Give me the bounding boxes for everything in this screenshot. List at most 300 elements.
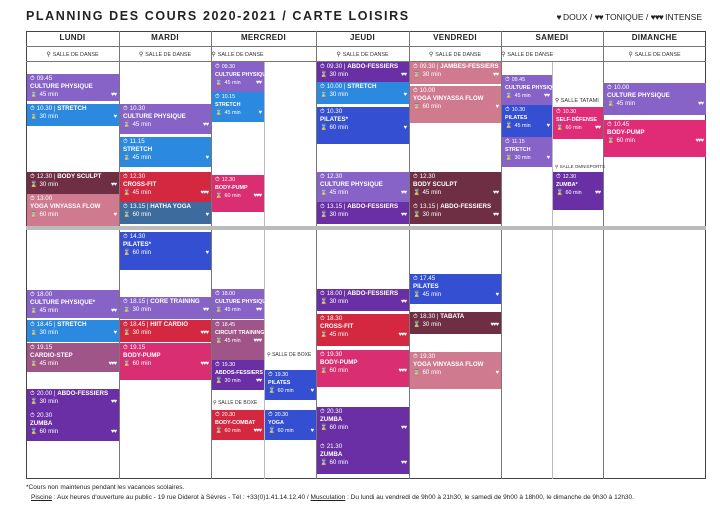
intensity-hearts-icon: ♥♥ xyxy=(110,429,116,435)
class-time: 10.15 xyxy=(221,94,236,100)
intensity-hearts-icon: ♥♥♥ xyxy=(253,428,261,434)
class-block xyxy=(410,352,501,389)
clock-icon: ⏱ xyxy=(30,322,35,328)
clock-icon: ⏱ xyxy=(268,412,273,418)
class-name: ZUMBA* xyxy=(556,182,578,188)
hourglass-icon: ⌛ xyxy=(215,428,223,434)
class-duration: 45 min xyxy=(329,189,349,196)
clock-icon: ⏱ xyxy=(413,354,418,360)
location-pin-icon: ⚲ xyxy=(267,352,271,358)
footnote: *Cours non maintenus pendant les vacances scolaires. xyxy=(26,484,185,491)
class-block xyxy=(553,107,603,139)
class-duration: 45 min xyxy=(224,110,241,116)
class-duration: 30 min xyxy=(39,398,59,405)
location-pin-icon: ⚲ xyxy=(138,52,144,58)
pipe-separator: | xyxy=(342,63,348,70)
intensity-hearts-icon: ♥ xyxy=(546,155,549,161)
venue-tag-tatami: ⚲ SALLE TATAMI xyxy=(555,98,599,104)
class-name: JAMBES-FESSIERS xyxy=(440,63,499,70)
intensity-hearts-icon: ♥ xyxy=(113,212,116,218)
hourglass-icon: ⌛ xyxy=(320,299,328,305)
location-pin-icon: ⚲ xyxy=(555,164,559,169)
hourglass-icon: ⌛ xyxy=(607,138,615,144)
pipe-separator: | xyxy=(145,321,151,328)
piscine-text: : Aux heures d'ouverture au public - 19 rue Diderot à Sèvres - Tél : +33(0)1.41.14.12.40 / xyxy=(51,494,311,501)
intensity-hearts-icon: ♥♥♥ xyxy=(398,332,406,338)
class-block xyxy=(502,137,552,167)
hourglass-icon: ⌛ xyxy=(123,190,131,196)
hourglass-icon: ⌛ xyxy=(30,429,38,435)
class-block xyxy=(502,105,552,137)
class-name: CULTURE PHYSIQUE xyxy=(320,181,383,188)
day-wednesday: MERCREDI xyxy=(240,33,287,42)
hourglass-icon: ⌛ xyxy=(413,322,421,328)
class-duration: 45 min xyxy=(132,154,152,161)
class-time: 13.15 xyxy=(326,203,343,210)
hourglass-icon: ⌛ xyxy=(320,92,328,98)
intensity-hearts-icon: ♥♥♥ xyxy=(200,190,208,196)
pipe-separator: | xyxy=(145,203,151,210)
clock-icon: ⏱ xyxy=(505,139,510,145)
class-duration: 60 min xyxy=(565,190,582,196)
class-name: BODY-PUMP xyxy=(215,185,248,191)
clock-icon: ⏱ xyxy=(123,174,128,180)
legend-intense: INTENSE xyxy=(665,12,702,22)
hourglass-icon: ⌛ xyxy=(320,332,328,338)
class-duration: 60 min xyxy=(132,360,152,367)
class-block xyxy=(27,172,119,194)
class-block xyxy=(120,343,211,380)
venue-saturday: ⚲ SALLE DE DANSE xyxy=(501,52,554,58)
intensity-hearts-icon: ♥♥♥ xyxy=(490,322,498,328)
hourglass-icon: ⌛ xyxy=(30,92,38,98)
class-block xyxy=(265,370,316,400)
class-name: STRETCH xyxy=(57,321,87,328)
class-time: 09.45 xyxy=(36,75,53,82)
class-time: 10.00 xyxy=(613,84,630,91)
pipe-separator: | xyxy=(435,313,441,320)
class-duration: 30 min xyxy=(329,91,349,98)
clock-icon: ⏱ xyxy=(320,64,325,70)
hourglass-icon: ⌛ xyxy=(268,428,276,434)
hourglass-icon: ⌛ xyxy=(505,93,513,99)
class-time: 10.30 xyxy=(511,107,526,113)
intensity-hearts-icon: ♥♥ xyxy=(594,190,600,196)
class-duration: 60 min xyxy=(616,137,636,144)
class-time: 12.30 xyxy=(419,173,436,180)
class-time: 09.30 xyxy=(221,64,236,70)
class-name: ZUMBA xyxy=(320,416,343,423)
class-time: 19.30 xyxy=(274,372,289,378)
intensity-hearts-icon: ♥♥ xyxy=(492,72,498,78)
class-time: 18.45 xyxy=(129,321,146,328)
intensity-hearts-icon: ♥ xyxy=(205,250,208,256)
intensity-hearts-icon: ♥ xyxy=(113,330,116,336)
intensity-hearts-icon: ♥♥♥ xyxy=(398,368,406,374)
class-block xyxy=(317,82,409,104)
location-pin-icon: ⚲ xyxy=(501,52,506,58)
class-duration: 60 min xyxy=(329,367,349,374)
hourglass-icon: ⌛ xyxy=(30,308,38,314)
class-name: YOGA xyxy=(268,420,284,426)
class-name: CULTURE PHYSIQUE xyxy=(505,85,560,91)
intensity-hearts-icon: ♥ xyxy=(495,104,498,110)
intensity-hearts-icon: ♥ xyxy=(546,123,549,129)
hourglass-icon: ⌛ xyxy=(123,212,131,218)
clock-icon: ⏱ xyxy=(123,106,128,112)
class-duration: 45 min xyxy=(224,80,241,86)
clock-icon: ⏱ xyxy=(30,391,35,397)
class-block xyxy=(27,74,119,101)
hourglass-icon: ⌛ xyxy=(30,399,38,405)
class-time: 21.30 xyxy=(326,443,343,450)
class-time: 11.15 xyxy=(511,139,525,145)
clock-icon: ⏱ xyxy=(30,345,35,351)
class-block xyxy=(410,86,501,123)
hourglass-icon: ⌛ xyxy=(30,330,38,336)
triple-heart-icon: ♥♥♥ xyxy=(650,12,663,22)
clock-icon: ⏱ xyxy=(215,94,220,100)
class-duration: 60 min xyxy=(224,428,241,434)
class-name: CORE TRAINING xyxy=(150,298,200,305)
intensity-hearts-icon: ♥ xyxy=(310,388,313,394)
class-time: 19.15 xyxy=(129,344,146,351)
clock-icon: ⏱ xyxy=(30,106,35,112)
class-time: 13.00 xyxy=(36,195,53,202)
intensity-hearts-icon: ♥♥ xyxy=(400,190,406,196)
clock-icon: ⏱ xyxy=(123,204,128,210)
class-duration: 45 min xyxy=(132,121,152,128)
class-time: 12.30 xyxy=(129,173,146,180)
venue-tag-boxe: ⚲ SALLE DE BOXE xyxy=(267,352,312,358)
clock-icon: ⏱ xyxy=(268,372,273,378)
intensity-hearts-icon: ♥♥ xyxy=(202,122,208,128)
class-time: 12.30 xyxy=(221,177,236,183)
class-block xyxy=(553,172,603,210)
hourglass-icon: ⌛ xyxy=(413,72,421,78)
clock-icon: ⏱ xyxy=(215,322,220,328)
class-time: 20.30 xyxy=(36,412,53,419)
class-block xyxy=(265,410,316,440)
class-duration: 30 min xyxy=(132,306,152,313)
hourglass-icon: ⌛ xyxy=(123,122,131,128)
class-duration: 45 min xyxy=(39,91,59,98)
location-pin-icon: ⚲ xyxy=(213,400,217,406)
class-name: ABDO-FESSIERS xyxy=(347,290,399,297)
hourglass-icon: ⌛ xyxy=(30,361,38,367)
intensity-hearts-icon: ♥♥♥ xyxy=(200,361,208,367)
venue-tag-boxe: ⚲ SALLE DE BOXE xyxy=(213,400,258,406)
location-pin-icon: ⚲ xyxy=(211,52,216,58)
class-duration: 60 min xyxy=(422,369,442,376)
pipe-separator: | xyxy=(435,63,441,70)
hourglass-icon: ⌛ xyxy=(505,123,513,129)
musculation-text: : Du lundi au vendredi de 9h00 à 21h30, le samedi de 9h00 à 18h00, le dimanche de 9h30 à 12h30. xyxy=(345,494,634,501)
hourglass-icon: ⌛ xyxy=(30,114,38,120)
class-duration: 60 min xyxy=(329,424,349,431)
class-block xyxy=(317,289,409,311)
class-duration: 30 min xyxy=(329,211,349,218)
pipe-separator: | xyxy=(52,173,58,180)
class-time: 09.30 xyxy=(326,63,343,70)
class-block xyxy=(120,172,211,202)
clock-icon: ⏱ xyxy=(607,122,612,128)
class-name: TABATA xyxy=(440,313,465,320)
venue-tag-omnisports: ⚲ SALLE OMNISPORTS xyxy=(555,164,605,169)
class-duration: 45 min xyxy=(329,331,349,338)
class-duration: 45 min xyxy=(39,360,59,367)
class-block xyxy=(27,290,119,318)
class-time: 13.15 xyxy=(129,203,146,210)
intensity-hearts-icon: ♥♥ xyxy=(400,299,406,305)
heart-icon: ♥ xyxy=(556,12,561,22)
hourglass-icon: ⌛ xyxy=(413,370,421,376)
class-block xyxy=(410,62,501,84)
class-duration: 60 min xyxy=(565,125,582,131)
class-duration: 30 min xyxy=(422,211,442,218)
class-time: 10.30 xyxy=(562,109,577,115)
class-time: 18.45 xyxy=(36,321,53,328)
class-duration: 45 min xyxy=(514,93,531,99)
class-name: CROSS-FIT xyxy=(320,323,354,330)
day-saturday: SAMEDI xyxy=(535,33,569,42)
class-duration: 45 min xyxy=(422,291,442,298)
intensity-hearts-icon: ♥♥♥ xyxy=(695,138,703,144)
class-duration: 60 min xyxy=(277,428,294,434)
class-name: ABDO-FESSIERS xyxy=(347,203,399,210)
intensity-hearts-icon: ♥♥ xyxy=(110,182,116,188)
class-duration: 30 min xyxy=(422,71,442,78)
class-duration: 30 min xyxy=(422,321,442,328)
class-time: 11.15 xyxy=(129,138,145,145)
class-time: 18.30 xyxy=(419,313,436,320)
class-block xyxy=(502,75,560,105)
clock-icon: ⏱ xyxy=(123,322,128,328)
class-name: BODY-COMBAT xyxy=(215,420,256,426)
hourglass-icon: ⌛ xyxy=(320,125,328,131)
class-time: 18.00 xyxy=(326,290,343,297)
pipe-separator: | xyxy=(342,83,348,90)
clock-icon: ⏱ xyxy=(413,174,418,180)
class-block xyxy=(212,92,264,122)
class-name: ABDO-FESSIERS xyxy=(347,63,399,70)
intensity-hearts-icon: ♥♥ xyxy=(400,212,406,218)
class-name: CIRCUIT TRAINING xyxy=(215,330,265,336)
class-block xyxy=(317,62,409,84)
double-heart-icon: ♥♥ xyxy=(594,12,603,22)
class-block xyxy=(410,274,501,304)
pipe-separator: | xyxy=(145,298,151,305)
intensity-hearts-icon: ♥♥ xyxy=(110,399,116,405)
hourglass-icon: ⌛ xyxy=(320,72,328,78)
class-time: 09.30 xyxy=(419,63,436,70)
day-thursday: JEUDI xyxy=(349,33,376,42)
class-duration: 60 min xyxy=(39,428,59,435)
class-time: 18.00 xyxy=(221,291,236,297)
location-pin-icon: ⚲ xyxy=(555,98,560,104)
clock-icon: ⏱ xyxy=(123,345,128,351)
legend-tonique: TONIQUE xyxy=(604,12,644,22)
class-name: CULTURE PHYSIQUE xyxy=(123,113,186,120)
class-block xyxy=(212,289,270,319)
class-block xyxy=(317,172,409,202)
hourglass-icon: ⌛ xyxy=(30,212,38,218)
class-name: HATHA YOGA xyxy=(150,203,192,210)
class-duration: 60 min xyxy=(132,211,152,218)
class-time: 17.45 xyxy=(419,275,436,282)
location-pin-icon: ⚲ xyxy=(428,52,434,58)
hourglass-icon: ⌛ xyxy=(30,182,38,188)
clock-icon: ⏱ xyxy=(320,291,325,297)
day-tuesday: MARDI xyxy=(151,33,179,42)
clock-icon: ⏱ xyxy=(320,316,325,322)
class-block xyxy=(27,343,119,372)
intensity-hearts-icon: ♥♥ xyxy=(110,92,116,98)
intensity-hearts-icon: ♥♥ xyxy=(594,125,600,131)
class-duration: 30 min xyxy=(329,71,349,78)
hourglass-icon: ⌛ xyxy=(123,155,131,161)
intensity-hearts-icon: ♥ xyxy=(113,114,116,120)
intensity-hearts-icon: ♥♥ xyxy=(697,101,703,107)
clock-icon: ⏱ xyxy=(413,204,418,210)
class-block xyxy=(317,314,409,346)
venue-thursday: ⚲ SALLE DE DANSE xyxy=(336,52,389,58)
class-block xyxy=(317,202,409,224)
clock-icon: ⏱ xyxy=(320,352,325,358)
clock-icon: ⏱ xyxy=(215,177,220,183)
intensity-hearts-icon: ♥♥♥ xyxy=(200,330,208,336)
pipe-separator: | xyxy=(342,203,348,210)
hourglass-icon: ⌛ xyxy=(413,212,421,218)
class-time: 09.45 xyxy=(511,77,526,83)
class-name: YOGA VINYASSA FLOW xyxy=(413,95,484,102)
day-friday: VENDREDI xyxy=(433,33,477,42)
hourglass-icon: ⌛ xyxy=(215,110,223,116)
hourglass-icon: ⌛ xyxy=(413,104,421,110)
clock-icon: ⏱ xyxy=(320,444,325,450)
intensity-hearts-icon: ♥♥ xyxy=(255,307,261,313)
intensity-hearts-icon: ♥ xyxy=(310,428,313,434)
class-name: HIIT CARDIO xyxy=(150,321,189,328)
legend-separator: / xyxy=(589,12,593,22)
class-time: 12.30 xyxy=(36,173,53,180)
clock-icon: ⏱ xyxy=(123,139,128,145)
class-name: ZUMBA xyxy=(30,420,53,427)
clock-icon: ⏱ xyxy=(320,204,325,210)
class-duration: 60 min xyxy=(277,388,294,394)
hourglass-icon: ⌛ xyxy=(413,190,421,196)
clock-icon: ⏱ xyxy=(30,196,35,202)
clock-icon: ⏱ xyxy=(320,174,325,180)
class-block xyxy=(604,83,706,115)
class-block xyxy=(410,312,501,334)
class-name: STRETCH xyxy=(57,105,87,112)
class-block xyxy=(604,120,706,157)
clock-icon: ⏱ xyxy=(215,64,220,70)
class-block xyxy=(317,350,409,387)
class-time: 14.30 xyxy=(129,233,146,240)
class-duration: 30 min xyxy=(329,298,349,305)
class-duration: 60 min xyxy=(39,211,59,218)
class-name: YOGA VINYASSA FLOW xyxy=(30,203,101,210)
page-title: PLANNING DES COURS 2020-2021 / CARTE LOISIRS xyxy=(26,9,410,23)
location-pin-icon: ⚲ xyxy=(46,52,51,58)
class-duration: 60 min xyxy=(329,124,349,131)
hourglass-icon: ⌛ xyxy=(320,460,328,466)
intensity-hearts-icon: ♥ xyxy=(258,110,261,116)
intensity-legend xyxy=(557,12,702,22)
class-time: 10.30 xyxy=(129,105,146,112)
day-monday: LUNDI xyxy=(59,33,86,42)
class-time: 18.15 xyxy=(129,298,146,305)
class-block xyxy=(212,360,264,390)
class-name: CULTURE PHYSIQUE xyxy=(30,83,93,90)
header-divider xyxy=(26,46,706,47)
intensity-hearts-icon: ♥ xyxy=(205,155,208,161)
class-name: PILATES xyxy=(505,115,528,121)
class-name: CULTURE PHYSIQUE xyxy=(607,92,670,99)
class-name: BODY-PUMP xyxy=(123,352,161,359)
clock-icon: ⏱ xyxy=(505,77,510,83)
venue-friday: ⚲ SALLE DE DANSE xyxy=(428,52,482,58)
class-name: SELF-DÉFENSE xyxy=(556,117,598,123)
hourglass-icon: ⌛ xyxy=(268,388,276,394)
intensity-hearts-icon: ♥♥ xyxy=(400,72,406,78)
class-block xyxy=(317,407,409,444)
class-block xyxy=(212,320,264,360)
class-block xyxy=(410,202,501,224)
intensity-hearts-icon: ♥♥ xyxy=(110,308,116,314)
intensity-hearts-icon: ♥ xyxy=(205,212,208,218)
venue-monday: ⚲ SALLE DE DANSE xyxy=(46,52,99,58)
hourglass-icon: ⌛ xyxy=(215,80,223,86)
class-time: 18.00 xyxy=(36,291,53,298)
class-block xyxy=(27,389,119,411)
clock-icon: ⏱ xyxy=(215,412,220,418)
clock-icon: ⏱ xyxy=(123,234,128,240)
intensity-hearts-icon: ♥ xyxy=(495,292,498,298)
hourglass-icon: ⌛ xyxy=(123,361,131,367)
class-name: BODY-PUMP xyxy=(607,129,645,136)
class-name: STRETCH xyxy=(347,83,377,90)
class-name: STRETCH xyxy=(123,146,153,153)
class-name: PILATES* xyxy=(320,116,349,123)
intensity-hearts-icon: ♥ xyxy=(403,125,406,131)
intensity-hearts-icon: ♥♥♥ xyxy=(253,193,261,199)
pipe-separator: | xyxy=(52,390,58,397)
intensity-hearts-icon: ♥♥ xyxy=(255,378,261,384)
class-name: CULTURE PHYSIQUE* xyxy=(30,299,96,306)
clock-icon: ⏱ xyxy=(413,88,418,94)
venue-tuesday: ⚲ SALLE DE DANSE xyxy=(138,52,192,58)
class-time: 19.15 xyxy=(36,344,53,351)
class-time: 10.45 xyxy=(613,121,630,128)
class-name: BODY SCULPT xyxy=(413,181,458,188)
class-name: STRETCH xyxy=(215,102,241,108)
class-name: ABDO-FESSIERS xyxy=(440,203,492,210)
class-time: 19.30 xyxy=(326,351,343,358)
pipe-separator: | xyxy=(52,105,58,112)
class-block xyxy=(120,137,211,167)
hourglass-icon: ⌛ xyxy=(320,425,328,431)
clock-icon: ⏱ xyxy=(30,413,35,419)
class-name: PILATES xyxy=(413,283,439,290)
clock-icon: ⏱ xyxy=(215,362,220,368)
class-name: YOGA VINYASSA FLOW xyxy=(413,361,484,368)
intensity-hearts-icon: ♥♥♥ xyxy=(108,361,116,367)
class-time: 20.30 xyxy=(221,412,236,418)
class-duration: 60 min xyxy=(132,249,152,256)
